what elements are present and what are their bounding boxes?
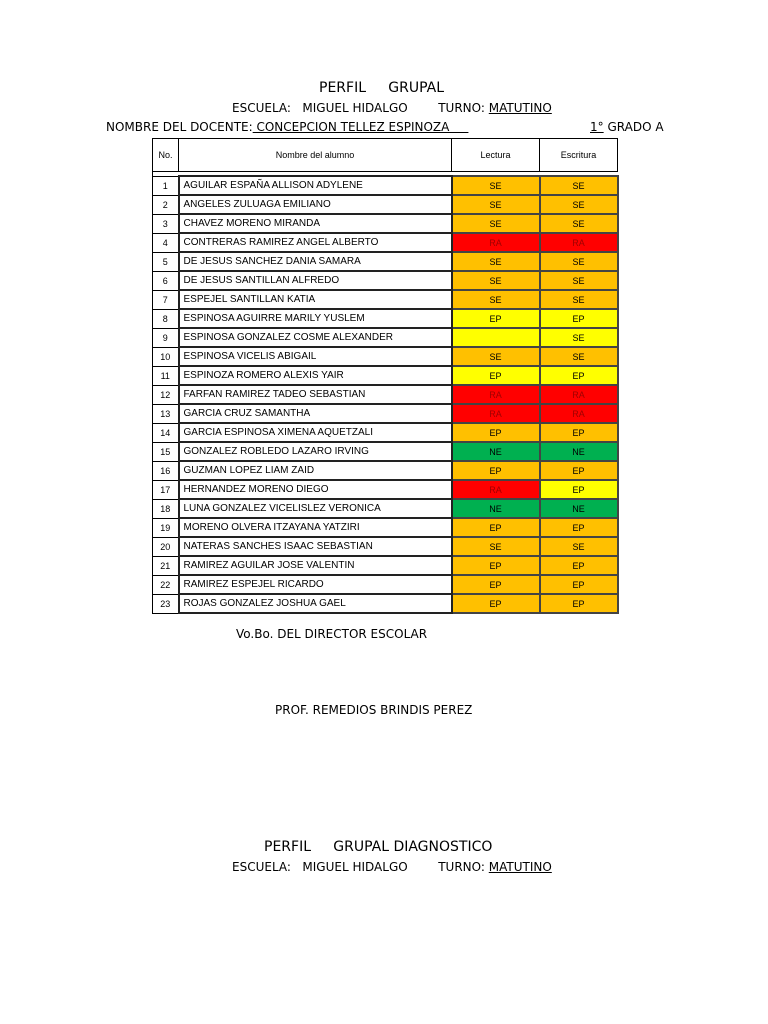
student-name: GONZALEZ ROBLEDO LAZARO IRVING bbox=[179, 442, 452, 461]
lectura-level: EP bbox=[452, 366, 540, 385]
escritura-level: SE bbox=[540, 537, 618, 556]
row-number: 6 bbox=[153, 271, 179, 290]
vobo-label: Vo.Bo. DEL DIRECTOR ESCOLAR bbox=[236, 627, 428, 641]
row-number: 7 bbox=[153, 290, 179, 309]
lectura-level: RA bbox=[452, 404, 540, 423]
director-name: PROF. REMEDIOS BRINDIS PEREZ bbox=[275, 703, 473, 717]
row-number: 1 bbox=[153, 176, 179, 195]
students-table bbox=[152, 138, 619, 614]
student-name: GARCIA CRUZ SAMANTHA bbox=[179, 404, 452, 423]
row-number: 13 bbox=[153, 404, 179, 423]
escritura-level: EP bbox=[540, 461, 618, 480]
student-name: HERNANDEZ MORENO DIEGO bbox=[179, 480, 452, 499]
escritura-level: SE bbox=[540, 214, 618, 233]
table-row bbox=[153, 385, 618, 404]
student-name: ESPEJEL SANTILLAN KATIA bbox=[179, 290, 452, 309]
second-school-label: ESCUELA: bbox=[232, 860, 291, 874]
escritura-level: EP bbox=[540, 594, 618, 613]
school-label: ESCUELA: bbox=[232, 101, 291, 115]
row-number: 14 bbox=[153, 423, 179, 442]
row-number: 17 bbox=[153, 480, 179, 499]
row-number: 11 bbox=[153, 366, 179, 385]
escritura-level: SE bbox=[540, 328, 618, 347]
second-title: PERFIL GRUPAL DIAGNOSTICO bbox=[264, 839, 493, 855]
row-number: 20 bbox=[153, 537, 179, 556]
second-school-line bbox=[232, 860, 552, 874]
lectura-level: SE bbox=[452, 271, 540, 290]
teacher-line bbox=[106, 120, 468, 134]
lectura-level: EP bbox=[452, 556, 540, 575]
lectura-level: SE bbox=[452, 537, 540, 556]
student-name: RAMIREZ ESPEJEL RICARDO bbox=[179, 575, 452, 594]
table-row bbox=[153, 461, 618, 480]
grade-number: 1° bbox=[590, 120, 604, 134]
table-row bbox=[153, 518, 618, 537]
row-number: 8 bbox=[153, 309, 179, 328]
table-row bbox=[153, 537, 618, 556]
student-name: ANGELES ZULUAGA EMILIANO bbox=[179, 195, 452, 214]
school-line bbox=[232, 101, 552, 115]
table-row bbox=[153, 233, 618, 252]
escritura-level: EP bbox=[540, 366, 618, 385]
table-row bbox=[153, 176, 618, 195]
row-number: 16 bbox=[153, 461, 179, 480]
table-row bbox=[153, 290, 618, 309]
table-row bbox=[153, 404, 618, 423]
escritura-level: SE bbox=[540, 290, 618, 309]
student-name: DE JESUS SANCHEZ DANIA SAMARA bbox=[179, 252, 452, 271]
escritura-level: RA bbox=[540, 404, 618, 423]
student-name: DE JESUS SANTILLAN ALFREDO bbox=[179, 271, 452, 290]
row-number: 9 bbox=[153, 328, 179, 347]
grade-label: GRADO A bbox=[607, 120, 664, 134]
escritura-level: NE bbox=[540, 442, 618, 461]
grade-line bbox=[590, 120, 664, 134]
table-row bbox=[153, 594, 618, 613]
col-header-lectura: Lectura bbox=[452, 139, 540, 172]
col-header-name: Nombre del alumno bbox=[179, 139, 452, 172]
table-row bbox=[153, 252, 618, 271]
row-number: 18 bbox=[153, 499, 179, 518]
col-header-no: No. bbox=[153, 139, 179, 172]
table-row bbox=[153, 556, 618, 575]
row-number: 3 bbox=[153, 214, 179, 233]
table-row bbox=[153, 499, 618, 518]
escritura-level: EP bbox=[540, 480, 618, 499]
lectura-level: SE bbox=[452, 290, 540, 309]
lectura-level bbox=[452, 328, 540, 347]
row-number: 21 bbox=[153, 556, 179, 575]
table-row bbox=[153, 347, 618, 366]
lectura-level: SE bbox=[452, 252, 540, 271]
table-header-row bbox=[153, 139, 618, 172]
school-name: MIGUEL HIDALGO bbox=[302, 101, 408, 115]
student-name: GUZMAN LOPEZ LIAM ZAID bbox=[179, 461, 452, 480]
row-number: 19 bbox=[153, 518, 179, 537]
lectura-level: SE bbox=[452, 176, 540, 195]
row-number: 2 bbox=[153, 195, 179, 214]
row-number: 12 bbox=[153, 385, 179, 404]
escritura-level: EP bbox=[540, 518, 618, 537]
lectura-level: EP bbox=[452, 309, 540, 328]
escritura-level: SE bbox=[540, 195, 618, 214]
row-number: 15 bbox=[153, 442, 179, 461]
lectura-level: EP bbox=[452, 423, 540, 442]
student-name: ESPINOZA ROMERO ALEXIS YAIR bbox=[179, 366, 452, 385]
lectura-level: RA bbox=[452, 233, 540, 252]
row-number: 10 bbox=[153, 347, 179, 366]
teacher-label: NOMBRE DEL DOCENTE: bbox=[106, 120, 253, 134]
escritura-level: SE bbox=[540, 252, 618, 271]
escritura-level: EP bbox=[540, 556, 618, 575]
escritura-level: EP bbox=[540, 575, 618, 594]
shift-label: TURNO: bbox=[438, 101, 485, 115]
table-row bbox=[153, 423, 618, 442]
lectura-level: SE bbox=[452, 195, 540, 214]
student-name: ESPINOSA VICELIS ABIGAIL bbox=[179, 347, 452, 366]
lectura-level: RA bbox=[452, 385, 540, 404]
row-number: 5 bbox=[153, 252, 179, 271]
table-row bbox=[153, 575, 618, 594]
escritura-level: RA bbox=[540, 385, 618, 404]
table-row bbox=[153, 195, 618, 214]
lectura-level: NE bbox=[452, 499, 540, 518]
escritura-level: EP bbox=[540, 423, 618, 442]
table-row bbox=[153, 442, 618, 461]
row-number: 4 bbox=[153, 233, 179, 252]
escritura-level: SE bbox=[540, 347, 618, 366]
lectura-level: RA bbox=[452, 480, 540, 499]
lectura-level: EP bbox=[452, 518, 540, 537]
page-title: PERFIL GRUPAL bbox=[319, 80, 444, 96]
student-name: AGUILAR ESPAÑA ALLISON ADYLENE bbox=[179, 176, 452, 195]
student-name: NATERAS SANCHES ISAAC SEBASTIAN bbox=[179, 537, 452, 556]
student-name: CHAVEZ MORENO MIRANDA bbox=[179, 214, 452, 233]
table-row bbox=[153, 309, 618, 328]
escritura-level: SE bbox=[540, 271, 618, 290]
lectura-level: NE bbox=[452, 442, 540, 461]
table-row bbox=[153, 271, 618, 290]
student-name: RAMIREZ AGUILAR JOSE VALENTIN bbox=[179, 556, 452, 575]
student-name: ESPINOSA AGUIRRE MARILY YUSLEM bbox=[179, 309, 452, 328]
col-header-escritura: Escritura bbox=[540, 139, 618, 172]
lectura-level: EP bbox=[452, 575, 540, 594]
student-name: LUNA GONZALEZ VICELISLEZ VERONICA bbox=[179, 499, 452, 518]
table-row bbox=[153, 328, 618, 347]
teacher-name: CONCEPCION TELLEZ ESPINOZA bbox=[252, 120, 469, 134]
lectura-level: EP bbox=[452, 594, 540, 613]
student-name: GARCIA ESPINOSA XIMENA AQUETZALI bbox=[179, 423, 452, 442]
table-row bbox=[153, 480, 618, 499]
escritura-level: SE bbox=[540, 176, 618, 195]
student-name: FARFAN RAMIREZ TADEO SEBASTIAN bbox=[179, 385, 452, 404]
second-school-name: MIGUEL HIDALGO bbox=[302, 860, 408, 874]
student-name: ROJAS GONZALEZ JOSHUA GAEL bbox=[179, 594, 452, 613]
table-row bbox=[153, 214, 618, 233]
escritura-level: EP bbox=[540, 309, 618, 328]
student-name: MORENO OLVERA ITZAYANA YATZIRI bbox=[179, 518, 452, 537]
student-name: CONTRERAS RAMIREZ ANGEL ALBERTO bbox=[179, 233, 452, 252]
student-name: ESPINOSA GONZALEZ COSME ALEXANDER bbox=[179, 328, 452, 347]
row-number: 23 bbox=[153, 594, 179, 613]
lectura-level: SE bbox=[452, 214, 540, 233]
escritura-level: NE bbox=[540, 499, 618, 518]
table-row bbox=[153, 366, 618, 385]
second-shift-value: MATUTINO bbox=[488, 860, 552, 874]
escritura-level: RA bbox=[540, 233, 618, 252]
second-shift-label: TURNO: bbox=[438, 860, 485, 874]
lectura-level: SE bbox=[452, 347, 540, 366]
lectura-level: EP bbox=[452, 461, 540, 480]
shift-value: MATUTINO bbox=[488, 101, 552, 115]
row-number: 22 bbox=[153, 575, 179, 594]
